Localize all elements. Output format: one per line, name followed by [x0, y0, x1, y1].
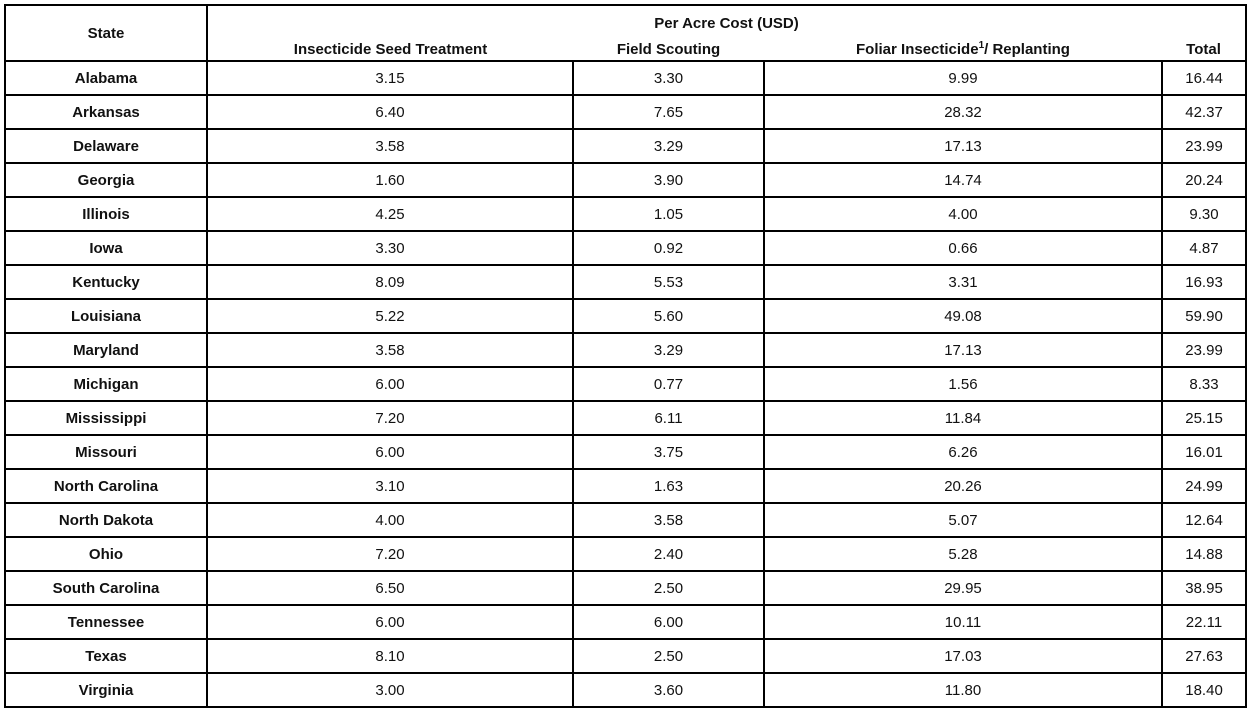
field-scouting-cell: 6.11: [573, 401, 764, 435]
table-row: [5, 537, 1246, 571]
table-row: [5, 231, 1246, 265]
seed-treatment-cell: 6.00: [207, 435, 573, 469]
foliar-insecticide-cell: 28.32: [764, 95, 1162, 129]
seed-treatment-cell: 6.40: [207, 95, 573, 129]
table-body: [5, 61, 1246, 707]
foliar-insecticide-cell: 10.11: [764, 605, 1162, 639]
state-cell: Arkansas: [5, 95, 207, 129]
foliar-insecticide-cell: 17.13: [764, 333, 1162, 367]
seed-treatment-cell: 5.22: [207, 299, 573, 333]
seed-treatment-cell: 3.58: [207, 333, 573, 367]
state-cell: North Carolina: [5, 469, 207, 503]
total-cell: 59.90: [1162, 299, 1246, 333]
table-row: [5, 639, 1246, 673]
foliar-insecticide-cell: 17.13: [764, 129, 1162, 163]
foliar-insecticide-cell: 9.99: [764, 61, 1162, 95]
table-row: [5, 401, 1246, 435]
total-cell: 12.64: [1162, 503, 1246, 537]
seed-treatment-cell: 3.00: [207, 673, 573, 707]
foliar-insecticide-cell: 4.00: [764, 197, 1162, 231]
foliar-insecticide-cell: 29.95: [764, 571, 1162, 605]
total-cell: 20.24: [1162, 163, 1246, 197]
field-scouting-cell: 3.29: [573, 333, 764, 367]
state-cell: Mississippi: [5, 401, 207, 435]
field-scouting-cell: 3.75: [573, 435, 764, 469]
table-row: [5, 197, 1246, 231]
header-foliar-suffix: / Replanting: [984, 41, 1070, 58]
seed-treatment-cell: 6.00: [207, 605, 573, 639]
state-cell: Alabama: [5, 61, 207, 95]
table-row: [5, 333, 1246, 367]
table-row: [5, 503, 1246, 537]
foliar-insecticide-cell: 5.07: [764, 503, 1162, 537]
table-row: [5, 129, 1246, 163]
foliar-insecticide-cell: 49.08: [764, 299, 1162, 333]
state-cell: Maryland: [5, 333, 207, 367]
foliar-insecticide-cell: 14.74: [764, 163, 1162, 197]
field-scouting-cell: 0.92: [573, 231, 764, 265]
state-cell: Tennessee: [5, 605, 207, 639]
total-cell: 42.37: [1162, 95, 1246, 129]
field-scouting-cell: 1.63: [573, 469, 764, 503]
state-cell: Michigan: [5, 367, 207, 401]
field-scouting-cell: 3.60: [573, 673, 764, 707]
field-scouting-cell: 1.05: [573, 197, 764, 231]
table-row: [5, 163, 1246, 197]
foliar-insecticide-cell: 6.26: [764, 435, 1162, 469]
header-foliar-insecticide: [764, 32, 1162, 61]
state-cell: Texas: [5, 639, 207, 673]
state-cell: Kentucky: [5, 265, 207, 299]
table-row: [5, 469, 1246, 503]
table-row: [5, 367, 1246, 401]
total-cell: 14.88: [1162, 537, 1246, 571]
seed-treatment-cell: 1.60: [207, 163, 573, 197]
state-cell: North Dakota: [5, 503, 207, 537]
total-cell: 4.87: [1162, 231, 1246, 265]
foliar-insecticide-cell: 3.31: [764, 265, 1162, 299]
field-scouting-cell: 2.50: [573, 639, 764, 673]
seed-treatment-cell: 8.09: [207, 265, 573, 299]
state-cell: Louisiana: [5, 299, 207, 333]
seed-treatment-cell: 7.20: [207, 401, 573, 435]
table-row: [5, 61, 1246, 95]
state-cell: Georgia: [5, 163, 207, 197]
field-scouting-cell: 3.29: [573, 129, 764, 163]
total-cell: 25.15: [1162, 401, 1246, 435]
foliar-insecticide-cell: 17.03: [764, 639, 1162, 673]
header-foliar-prefix: Foliar Insecticide: [856, 41, 979, 58]
total-cell: 27.63: [1162, 639, 1246, 673]
table-header: [5, 5, 1246, 61]
field-scouting-cell: 3.58: [573, 503, 764, 537]
total-cell: 23.99: [1162, 129, 1246, 163]
header-per-acre-cost: Per Acre Cost (USD): [207, 5, 1246, 32]
total-cell: 16.44: [1162, 61, 1246, 95]
foliar-insecticide-cell: 1.56: [764, 367, 1162, 401]
foliar-insecticide-cell: 11.84: [764, 401, 1162, 435]
seed-treatment-cell: 6.00: [207, 367, 573, 401]
total-cell: 24.99: [1162, 469, 1246, 503]
table-row: [5, 95, 1246, 129]
header-field-scouting: Field Scouting: [573, 32, 764, 61]
total-cell: 16.01: [1162, 435, 1246, 469]
field-scouting-cell: 5.53: [573, 265, 764, 299]
header-seed-treatment: Insecticide Seed Treatment: [207, 32, 573, 61]
seed-treatment-cell: 3.10: [207, 469, 573, 503]
field-scouting-cell: 7.65: [573, 95, 764, 129]
seed-treatment-cell: 3.58: [207, 129, 573, 163]
state-cell: South Carolina: [5, 571, 207, 605]
field-scouting-cell: 5.60: [573, 299, 764, 333]
table-row: [5, 435, 1246, 469]
header-total: Total: [1162, 32, 1246, 61]
total-cell: 23.99: [1162, 333, 1246, 367]
table-container: [4, 4, 1247, 708]
seed-treatment-cell: 4.00: [207, 503, 573, 537]
seed-treatment-cell: 7.20: [207, 537, 573, 571]
total-cell: 38.95: [1162, 571, 1246, 605]
total-cell: 16.93: [1162, 265, 1246, 299]
field-scouting-cell: 3.30: [573, 61, 764, 95]
state-cell: Delaware: [5, 129, 207, 163]
total-cell: 8.33: [1162, 367, 1246, 401]
seed-treatment-cell: 4.25: [207, 197, 573, 231]
seed-treatment-cell: 8.10: [207, 639, 573, 673]
total-cell: 22.11: [1162, 605, 1246, 639]
field-scouting-cell: 6.00: [573, 605, 764, 639]
foliar-insecticide-cell: 20.26: [764, 469, 1162, 503]
state-cell: Missouri: [5, 435, 207, 469]
foliar-insecticide-cell: 0.66: [764, 231, 1162, 265]
state-cell: Virginia: [5, 673, 207, 707]
seed-treatment-cell: 3.15: [207, 61, 573, 95]
seed-treatment-cell: 6.50: [207, 571, 573, 605]
state-cell: Ohio: [5, 537, 207, 571]
field-scouting-cell: 2.50: [573, 571, 764, 605]
per-acre-cost-table: [4, 4, 1247, 708]
footnote-marker: 1: [978, 40, 985, 51]
field-scouting-cell: 2.40: [573, 537, 764, 571]
field-scouting-cell: 3.90: [573, 163, 764, 197]
state-cell: Iowa: [5, 231, 207, 265]
seed-treatment-cell: 3.30: [207, 231, 573, 265]
table-row: [5, 605, 1246, 639]
table-row: [5, 571, 1246, 605]
field-scouting-cell: 0.77: [573, 367, 764, 401]
table-row: [5, 265, 1246, 299]
header-state: State: [5, 5, 207, 61]
foliar-insecticide-cell: 5.28: [764, 537, 1162, 571]
table-row: [5, 299, 1246, 333]
total-cell: 9.30: [1162, 197, 1246, 231]
foliar-insecticide-cell: 11.80: [764, 673, 1162, 707]
state-cell: Illinois: [5, 197, 207, 231]
total-cell: 18.40: [1162, 673, 1246, 707]
table-row: [5, 673, 1246, 707]
